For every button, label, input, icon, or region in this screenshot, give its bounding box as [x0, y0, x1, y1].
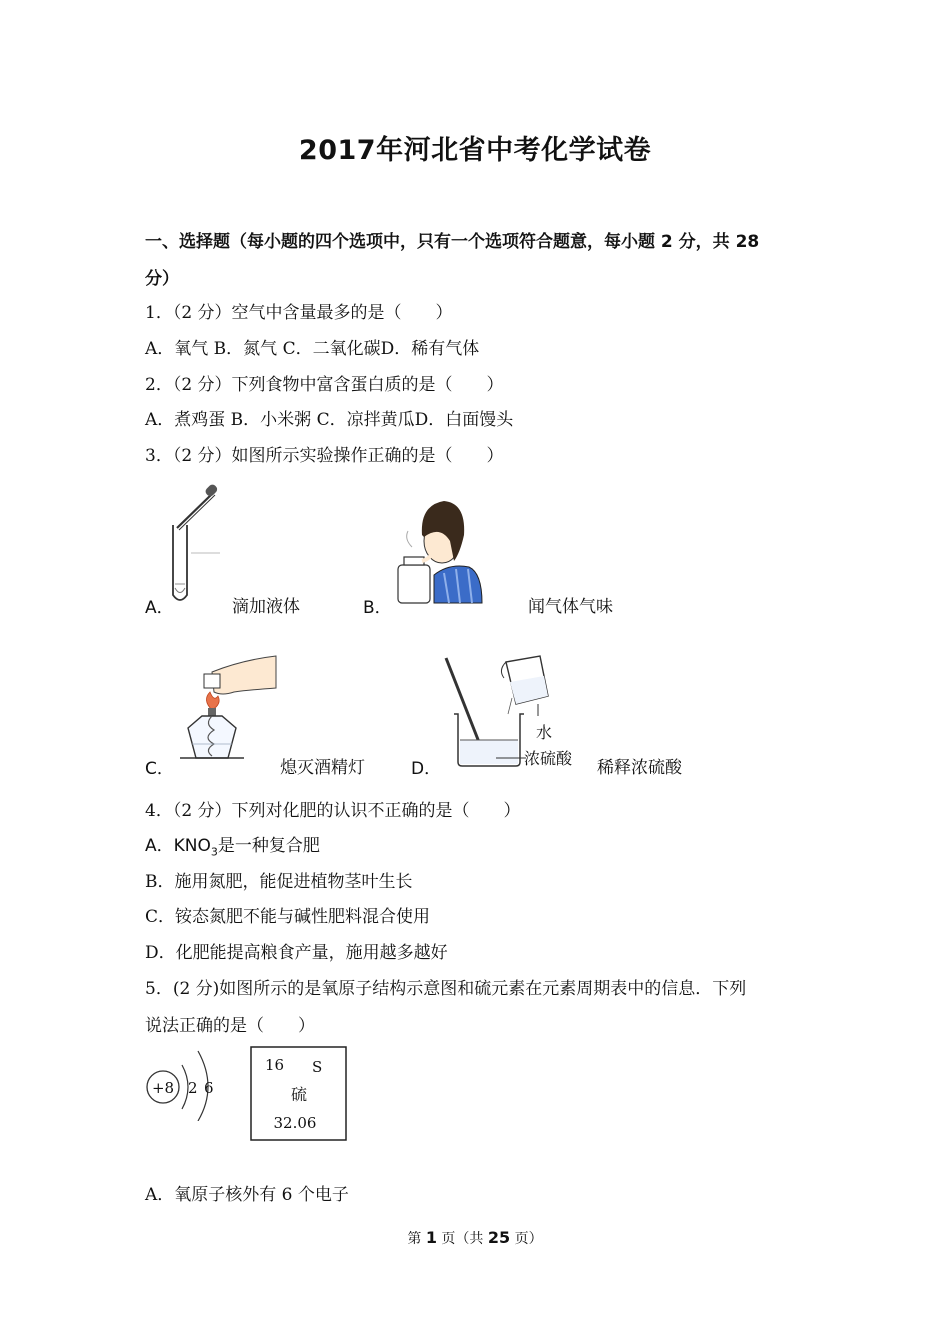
footer-middle: 页（共	[436, 1231, 488, 1247]
alcohol-lamp-illustration	[172, 652, 280, 770]
section-heading-line2: 分）	[145, 269, 179, 289]
atom-shell2-label: 6	[204, 1079, 214, 1097]
q3-stem: 3．（2 分）如图所示实验操作正确的是（ ）	[145, 446, 504, 466]
footer-suffix: 页）	[510, 1231, 543, 1247]
q3-option-a-label: A．	[145, 598, 174, 618]
page-title: 2017年河北省中考化学试卷	[298, 135, 652, 166]
q3-option-c-label: C．	[145, 759, 174, 779]
q4-option-a-prefix: A．KNO	[145, 836, 211, 856]
q5-option-a: A．氧原子核外有 6 个电子	[145, 1185, 349, 1205]
q3-option-a-caption: 滴加液体	[232, 597, 300, 617]
element-symbol: S	[312, 1058, 323, 1076]
q4-option-d: D．化肥能提高粮食产量，施用越多越好	[145, 943, 448, 963]
sulfur-periodic-table-cell	[250, 1046, 348, 1142]
q4-option-a	[145, 831, 320, 858]
atom-nucleus-label: +8	[151, 1079, 175, 1097]
q4-option-a-suffix: 是一种复合肥	[217, 836, 320, 856]
footer-prefix: 第	[407, 1231, 426, 1247]
q3-option-b-caption: 闻气体气味	[528, 597, 613, 617]
diluting-acid-illustration	[440, 652, 580, 770]
q1-options: A．氧气 B．氮气 C．二氧化碳D．稀有气体	[145, 339, 480, 359]
q4-option-b: B．施用氮肥，能促进植物茎叶生长	[145, 872, 413, 892]
q3-option-d-caption: 稀释浓硫酸	[597, 758, 682, 778]
q5-stem-line2: 说法正确的是（ ）	[145, 1016, 315, 1036]
element-number: 16	[265, 1056, 285, 1074]
footer-page-number: 1	[425, 1228, 437, 1247]
page-footer	[0, 1228, 950, 1248]
q4-option-a-subscript: 3	[210, 845, 218, 859]
q1-stem: 1．（2 分）空气中含量最多的是（ ）	[145, 303, 453, 323]
element-name: 硫	[290, 1085, 308, 1104]
water-label: 水	[536, 723, 553, 742]
q4-stem: 4．（2 分）下列对化肥的认识不正确的是（ ）	[145, 801, 521, 821]
q2-stem: 2．（2 分）下列食物中富含蛋白质的是（ ）	[145, 375, 504, 395]
element-mass: 32.06	[273, 1114, 317, 1132]
footer-total-pages: 25	[487, 1228, 511, 1247]
atom-shell1-label: 2	[188, 1079, 198, 1097]
q5-stem-line1: 5．(2 分)如图所示的是氧原子结构示意图和硫元素在元素周期表中的信息．下列	[145, 979, 747, 999]
oxygen-atom-structure-diagram	[144, 1045, 224, 1121]
q3-option-d-label: D．	[411, 759, 442, 779]
q3-option-c-caption: 熄灭酒精灯	[280, 758, 365, 778]
dropper-test-tube-illustration	[165, 483, 225, 608]
concentrated-acid-label: 浓硫酸	[524, 749, 573, 768]
q2-options: A．煮鸡蛋 B．小米粥 C．凉拌黄瓜D．白面馒头	[145, 410, 514, 430]
q3-option-b-label: B．	[363, 598, 392, 618]
section-heading-line1: 一、选择题（每小题的四个选项中，只有一个选项符合题意，每小题 2 分，共 28	[145, 232, 760, 252]
q4-option-c: C．铵态氮肥不能与碱性肥料混合使用	[145, 907, 431, 927]
smelling-gas-illustration	[394, 495, 486, 605]
